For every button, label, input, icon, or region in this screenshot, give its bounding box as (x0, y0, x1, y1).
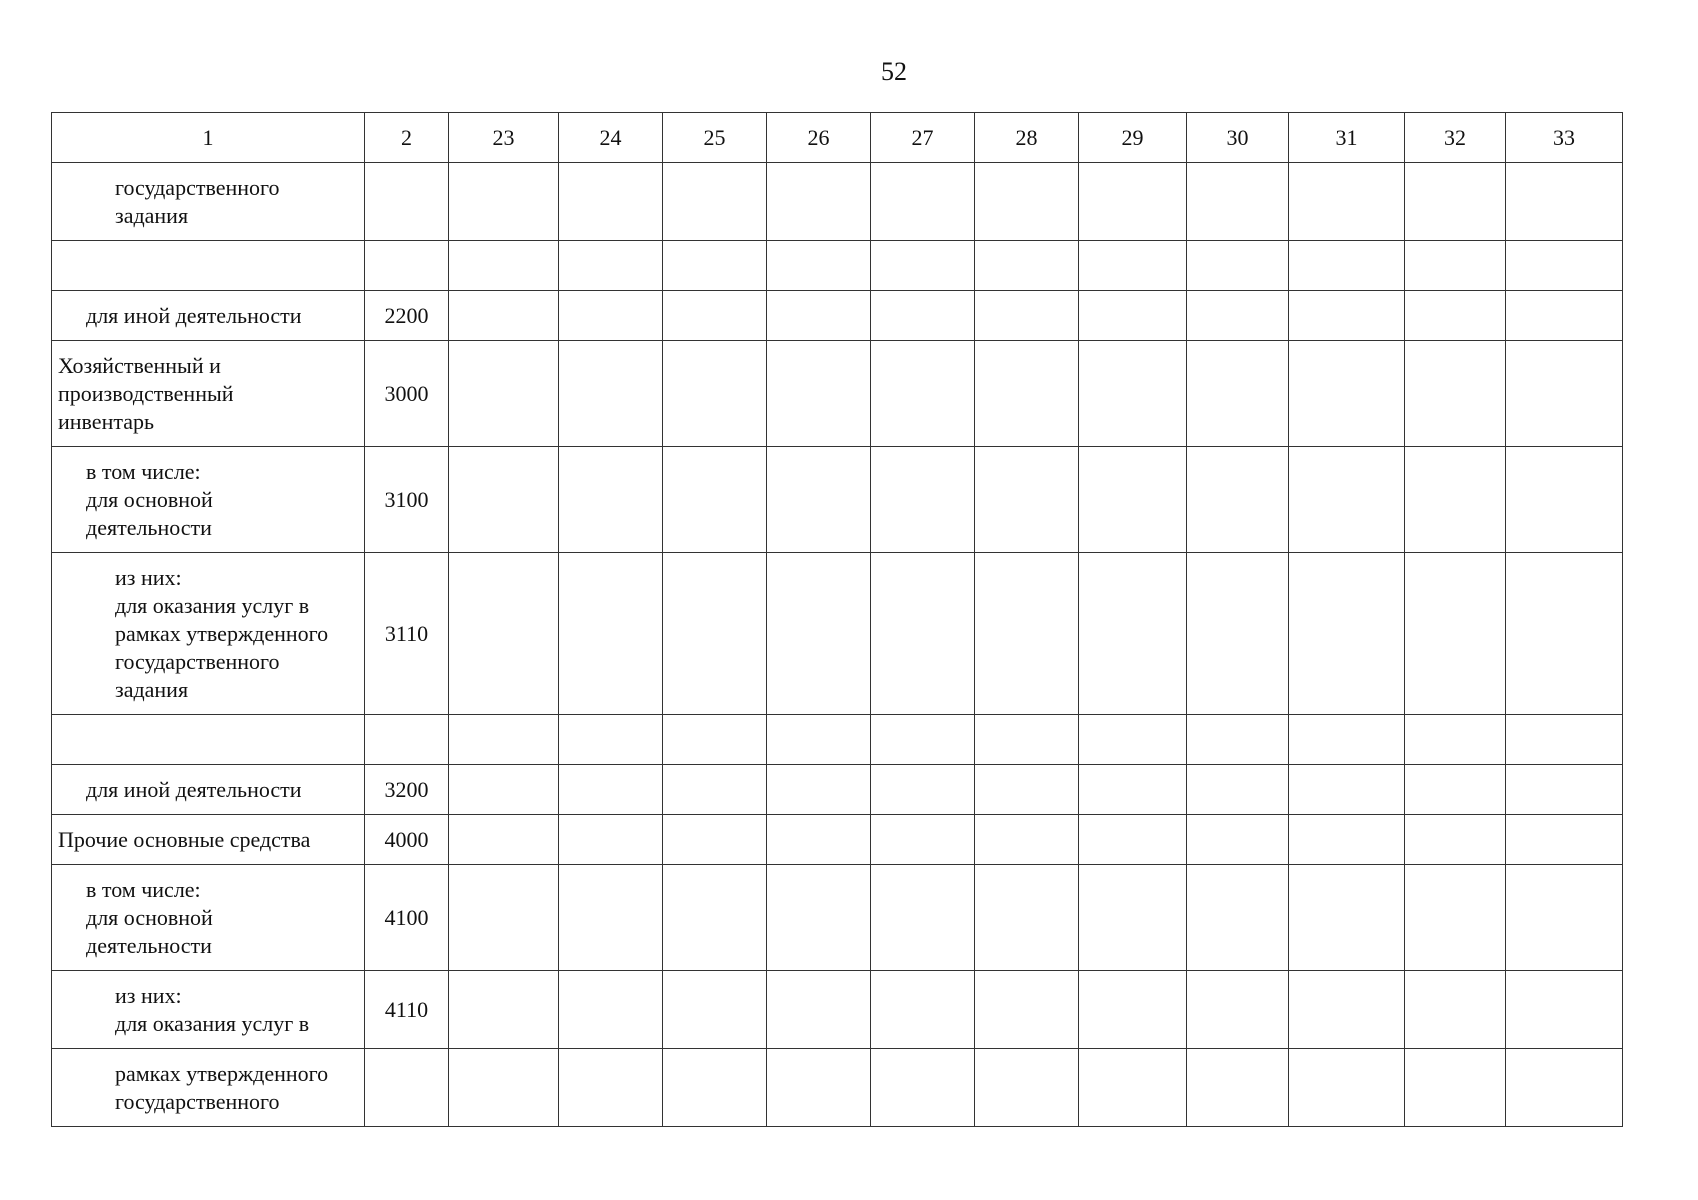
empty-cell (1079, 1049, 1187, 1127)
empty-cell (975, 715, 1079, 765)
empty-cell (1405, 291, 1506, 341)
row-label-line: государственного (115, 1088, 280, 1114)
row-label-line: в том числе: (86, 458, 201, 484)
table-row (52, 971, 1623, 1049)
empty-cell (1289, 765, 1405, 815)
empty-cell (1506, 865, 1623, 971)
empty-cell (767, 447, 871, 553)
header-cell: 24 (559, 113, 663, 163)
header-cell: 27 (871, 113, 975, 163)
row-label-line: для иной деятельности (86, 302, 302, 328)
table-row (52, 1049, 1623, 1127)
empty-cell (767, 341, 871, 447)
row-label (52, 447, 365, 553)
table-row (52, 447, 1623, 553)
empty-cell (1289, 241, 1405, 291)
empty-cell (449, 241, 559, 291)
empty-cell (1405, 447, 1506, 553)
empty-cell (559, 163, 663, 241)
empty-cell (1289, 291, 1405, 341)
empty-cell (1289, 865, 1405, 971)
table-row (52, 341, 1623, 447)
header-cell: 33 (1506, 113, 1623, 163)
header-cell: 2 (365, 113, 449, 163)
row-label (52, 163, 365, 241)
empty-cell (559, 553, 663, 715)
empty-cell (1405, 241, 1506, 291)
empty-cell (1289, 341, 1405, 447)
empty-cell (1079, 447, 1187, 553)
header-cell: 23 (449, 113, 559, 163)
empty-cell (871, 241, 975, 291)
empty-cell (975, 241, 1079, 291)
empty-cell (767, 553, 871, 715)
empty-cell (975, 815, 1079, 865)
empty-cell (1405, 1049, 1506, 1127)
empty-cell (1405, 765, 1506, 815)
page-number: 52 (881, 57, 907, 86)
empty-cell (767, 715, 871, 765)
empty-cell (449, 447, 559, 553)
empty-cell (975, 865, 1079, 971)
row-label-line: в том числе: (86, 876, 201, 902)
empty-cell (871, 163, 975, 241)
empty-cell (1289, 553, 1405, 715)
empty-cell (975, 553, 1079, 715)
row-label (52, 865, 365, 971)
empty-cell (975, 1049, 1079, 1127)
empty-cell (663, 971, 767, 1049)
empty-cell (663, 815, 767, 865)
empty-cell (975, 765, 1079, 815)
table-row (52, 241, 1623, 291)
empty-cell (559, 341, 663, 447)
row-code: 3200 (365, 765, 449, 815)
empty-cell (559, 447, 663, 553)
empty-cell (1289, 715, 1405, 765)
empty-cell (449, 163, 559, 241)
header-cell: 26 (767, 113, 871, 163)
empty-cell (559, 291, 663, 341)
empty-cell (1289, 163, 1405, 241)
empty-cell (663, 163, 767, 241)
row-code: 2200 (365, 291, 449, 341)
empty-cell (1187, 163, 1289, 241)
empty-cell (767, 865, 871, 971)
empty-cell (449, 553, 559, 715)
header-cell: 30 (1187, 113, 1289, 163)
empty-cell (1079, 865, 1187, 971)
empty-cell (1289, 1049, 1405, 1127)
table-row (52, 163, 1623, 241)
empty-cell (663, 865, 767, 971)
empty-cell (1187, 341, 1289, 447)
row-label-line: государственного (115, 648, 280, 674)
row-label (52, 341, 365, 447)
empty-cell (871, 765, 975, 815)
empty-cell (663, 765, 767, 815)
data-table (51, 112, 1623, 1127)
empty-cell (449, 815, 559, 865)
empty-cell (1289, 447, 1405, 553)
row-code: 4000 (365, 815, 449, 865)
empty-cell (871, 971, 975, 1049)
empty-cell (767, 1049, 871, 1127)
header-cell: 31 (1289, 113, 1405, 163)
empty-cell (1506, 765, 1623, 815)
empty-cell (1405, 865, 1506, 971)
empty-cell (559, 815, 663, 865)
empty-cell (1079, 715, 1187, 765)
row-label (52, 815, 365, 865)
empty-cell (871, 291, 975, 341)
empty-cell (871, 815, 975, 865)
empty-cell (1289, 971, 1405, 1049)
empty-cell (1506, 815, 1623, 865)
empty-cell (559, 1049, 663, 1127)
empty-cell (559, 971, 663, 1049)
empty-cell (767, 815, 871, 865)
empty-cell (975, 447, 1079, 553)
empty-cell (1187, 291, 1289, 341)
row-label-line: государственного (115, 174, 280, 200)
header-cell: 28 (975, 113, 1079, 163)
row-label-line: для иной деятельности (86, 776, 302, 802)
header-cell: 29 (1079, 113, 1187, 163)
row-label-line: Прочие основные средства (58, 826, 311, 852)
header-cell: 25 (663, 113, 767, 163)
empty-cell (1187, 241, 1289, 291)
empty-cell (871, 447, 975, 553)
empty-cell (767, 765, 871, 815)
empty-cell (449, 1049, 559, 1127)
empty-cell (1506, 715, 1623, 765)
header-cell: 32 (1405, 113, 1506, 163)
empty-cell (1079, 765, 1187, 815)
empty-cell (1506, 553, 1623, 715)
empty-cell (1187, 447, 1289, 553)
empty-cell (449, 291, 559, 341)
table-row (52, 715, 1623, 765)
empty-cell (1405, 553, 1506, 715)
row-code (365, 1049, 449, 1127)
row-label (52, 291, 365, 341)
row-label (52, 765, 365, 815)
row-label-line: производственный (58, 380, 234, 406)
row-code: 3100 (365, 447, 449, 553)
empty-cell (1079, 291, 1187, 341)
empty-cell (975, 163, 1079, 241)
empty-cell (1405, 341, 1506, 447)
empty-cell (663, 553, 767, 715)
empty-cell (1079, 341, 1187, 447)
table-row (52, 865, 1623, 971)
table-row (52, 815, 1623, 865)
empty-cell (1289, 815, 1405, 865)
empty-cell (1187, 1049, 1289, 1127)
empty-cell (1405, 163, 1506, 241)
empty-cell (1079, 163, 1187, 241)
empty-cell (1506, 1049, 1623, 1127)
empty-cell (449, 715, 559, 765)
empty-cell (975, 291, 1079, 341)
empty-cell (663, 715, 767, 765)
empty-cell (559, 765, 663, 815)
empty-cell (767, 163, 871, 241)
row-label (52, 1049, 365, 1127)
empty-cell (1079, 241, 1187, 291)
empty-cell (449, 971, 559, 1049)
row-label-line: задания (115, 676, 189, 702)
empty-cell (1187, 971, 1289, 1049)
row-code: 4110 (365, 971, 449, 1049)
empty-cell (1506, 447, 1623, 553)
row-label-line: для основной (86, 904, 213, 930)
empty-cell (1405, 715, 1506, 765)
row-code: 3110 (365, 553, 449, 715)
row-label-line: из них: (115, 564, 182, 590)
empty-cell (663, 1049, 767, 1127)
empty-cell (1079, 553, 1187, 715)
empty-cell (1187, 865, 1289, 971)
row-label-line: рамках утвержденного (115, 1060, 329, 1086)
empty-cell (767, 971, 871, 1049)
empty-cell (1079, 971, 1187, 1049)
row-label-line: деятельности (86, 514, 212, 540)
empty-cell (871, 553, 975, 715)
empty-cell (871, 1049, 975, 1127)
row-label (52, 715, 365, 765)
table-row (52, 553, 1623, 715)
empty-cell (663, 291, 767, 341)
row-code: 4100 (365, 865, 449, 971)
table-row (52, 765, 1623, 815)
empty-cell (1506, 163, 1623, 241)
row-label (52, 971, 365, 1049)
empty-cell (1187, 553, 1289, 715)
empty-cell (449, 341, 559, 447)
empty-cell (1187, 815, 1289, 865)
row-label (52, 241, 365, 291)
empty-cell (1187, 765, 1289, 815)
empty-cell (975, 971, 1079, 1049)
empty-cell (1187, 715, 1289, 765)
row-label-line: Хозяйственный и (58, 352, 221, 378)
empty-cell (559, 241, 663, 291)
row-label-line: для оказания услуг в (115, 1010, 310, 1036)
empty-cell (1506, 241, 1623, 291)
row-label (52, 553, 365, 715)
empty-cell (1506, 341, 1623, 447)
empty-cell (871, 715, 975, 765)
header-cell: 1 (52, 113, 365, 163)
empty-cell (449, 865, 559, 971)
row-code (365, 715, 449, 765)
empty-cell (449, 765, 559, 815)
row-code (365, 163, 449, 241)
empty-cell (871, 341, 975, 447)
empty-cell (663, 447, 767, 553)
row-label-line: задания (115, 202, 189, 228)
row-label-line: деятельности (86, 932, 212, 958)
empty-cell (559, 865, 663, 971)
row-label-line: инвентарь (58, 408, 155, 434)
empty-cell (1506, 971, 1623, 1049)
empty-cell (975, 341, 1079, 447)
empty-cell (1506, 291, 1623, 341)
header-row (52, 113, 1623, 163)
row-code: 3000 (365, 341, 449, 447)
empty-cell (663, 341, 767, 447)
row-label-line: для оказания услуг в (115, 592, 310, 618)
empty-cell (767, 241, 871, 291)
row-label-line: из них: (115, 982, 182, 1008)
empty-cell (767, 291, 871, 341)
row-label-line: для основной (86, 486, 213, 512)
empty-cell (663, 241, 767, 291)
empty-cell (1079, 815, 1187, 865)
empty-cell (559, 715, 663, 765)
empty-cell (1405, 815, 1506, 865)
table-row (52, 291, 1623, 341)
empty-cell (871, 865, 975, 971)
row-label-line: рамках утвержденного (115, 620, 329, 646)
row-code (365, 241, 449, 291)
empty-cell (1405, 971, 1506, 1049)
